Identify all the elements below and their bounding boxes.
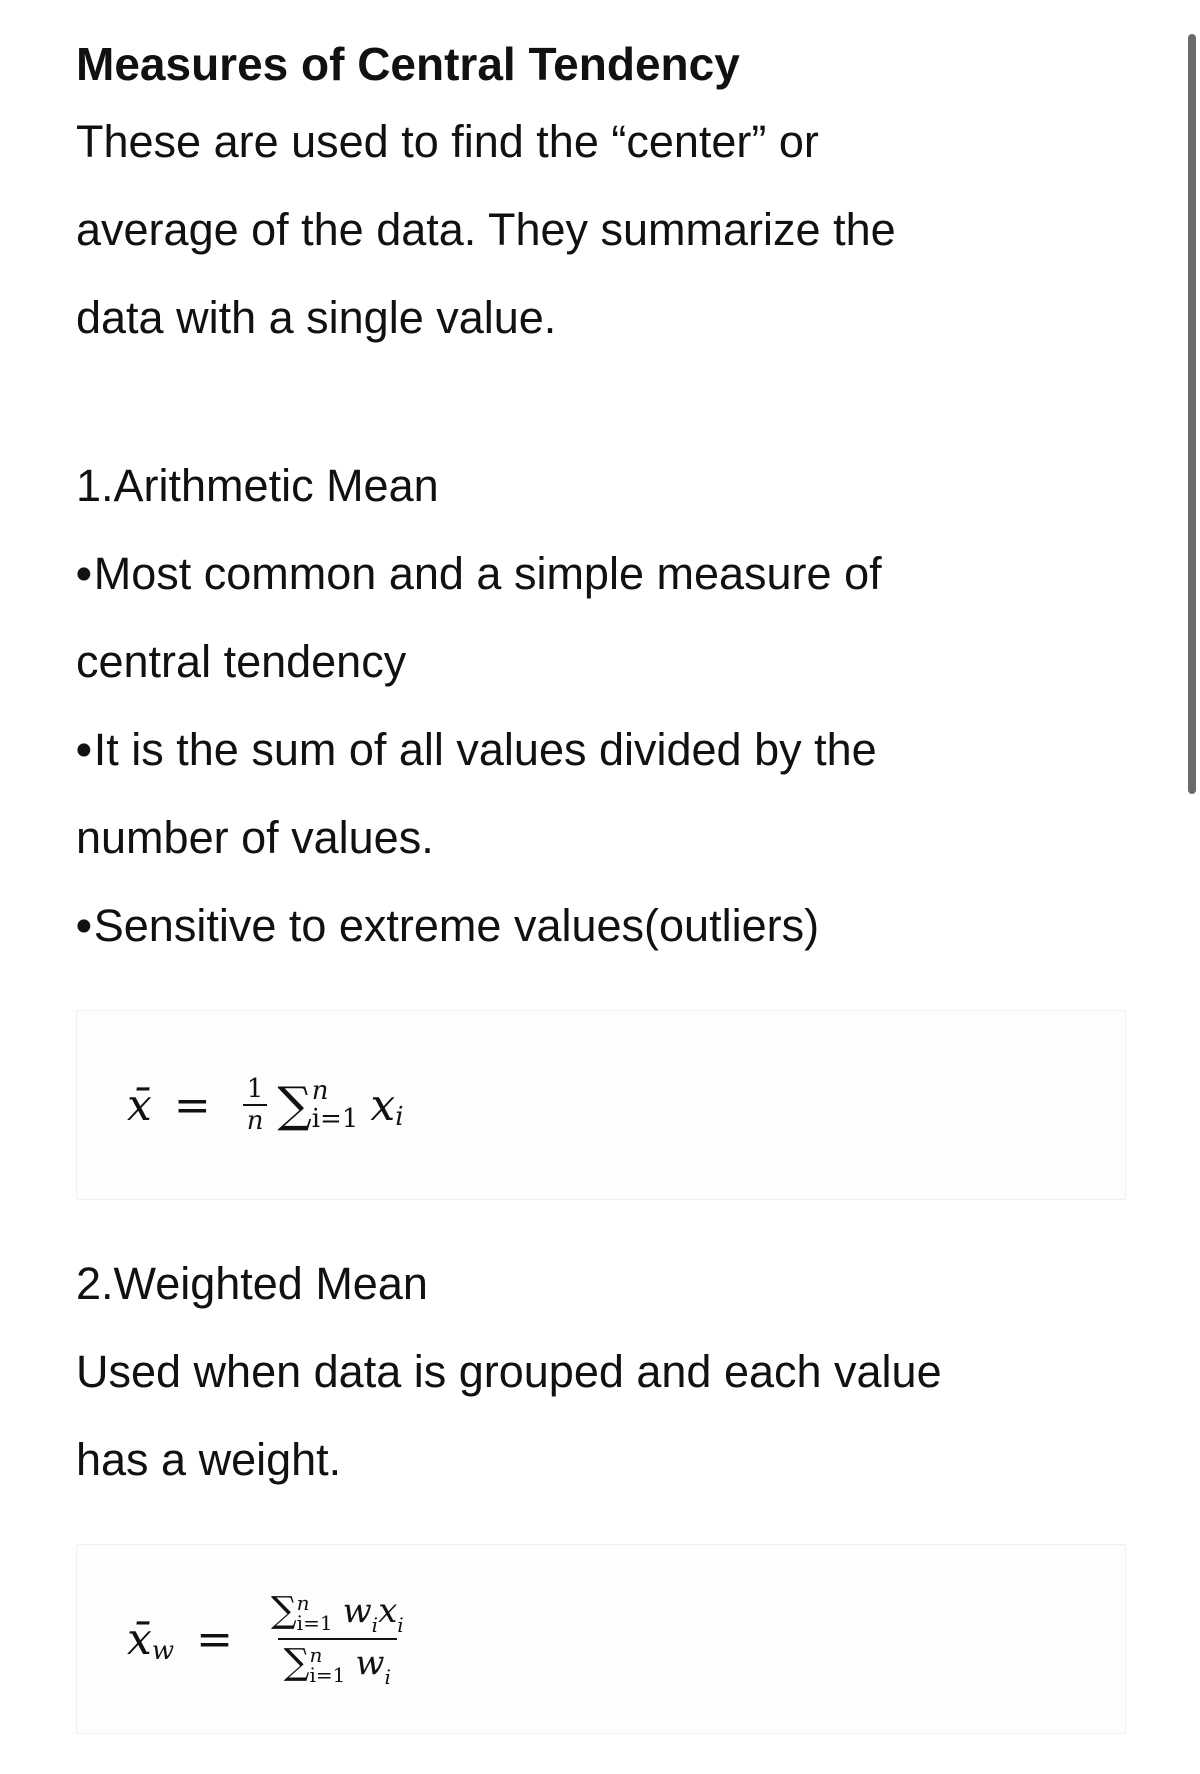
intro-line-2: average of the data. They summarize the [76, 204, 896, 255]
formula-lhs: x̄ [127, 1079, 152, 1131]
section-heading-weighted-mean: 2.Weighted Mean [76, 1258, 428, 1309]
bullet-continuation: central tendency [76, 636, 407, 687]
bullet-continuation: number of values. [76, 812, 434, 863]
summation-limits [312, 1077, 359, 1133]
weighted-mean-formula [127, 1545, 410, 1733]
bullet-item: •Sensitive to extreme values(outliers) [76, 900, 820, 951]
formula-term: x [370, 1079, 396, 1131]
fraction-numerator: 1 [246, 1074, 264, 1104]
arithmetic-mean-formula [127, 1011, 404, 1199]
section-heading-arithmetic-mean: 1.Arithmetic Mean [76, 460, 439, 511]
sum-lower-limit: i=1 [311, 1104, 359, 1134]
fraction-denominator: n [243, 1104, 268, 1136]
spacer [76, 362, 1126, 442]
formula-box-arithmetic-mean [76, 1010, 1126, 1200]
page-title: Measures of Central Tendency [76, 38, 740, 90]
intro-line-3: data with a single value. [76, 292, 557, 343]
document-content [76, 30, 1126, 1774]
weighted-denominator: ∑ n i=1 $w_i$ [278, 1638, 397, 1690]
weighted-fraction [265, 1588, 410, 1690]
formula-lhs: x̄ [127, 1613, 152, 1665]
bullet-item: •It is the sum of all values divided by the [76, 724, 877, 775]
bullet-item: •Most common and a simple measure of [76, 548, 882, 599]
formula-box-weighted-mean [76, 1544, 1126, 1734]
formula-lhs-subscript: w [151, 1636, 175, 1666]
formula-equals: = [173, 1079, 211, 1131]
vertical-scrollbar[interactable] [1188, 34, 1196, 794]
weighted-desc-line-1: Used when data is grouped and each value [76, 1346, 942, 1397]
formula-equals: = [196, 1613, 233, 1665]
sum-upper-limit: n [311, 1076, 329, 1106]
intro-line-1: These are used to find the “center” or [76, 116, 819, 167]
summation-symbol: ∑ [277, 1077, 312, 1133]
formula-fraction [243, 1074, 268, 1136]
weighted-desc-line-2: has a weight. [76, 1434, 342, 1485]
weighted-numerator: ∑ n i=1 $w_ix_i$ [270, 1590, 404, 1637]
formula-term-subscript: i [395, 1102, 404, 1132]
